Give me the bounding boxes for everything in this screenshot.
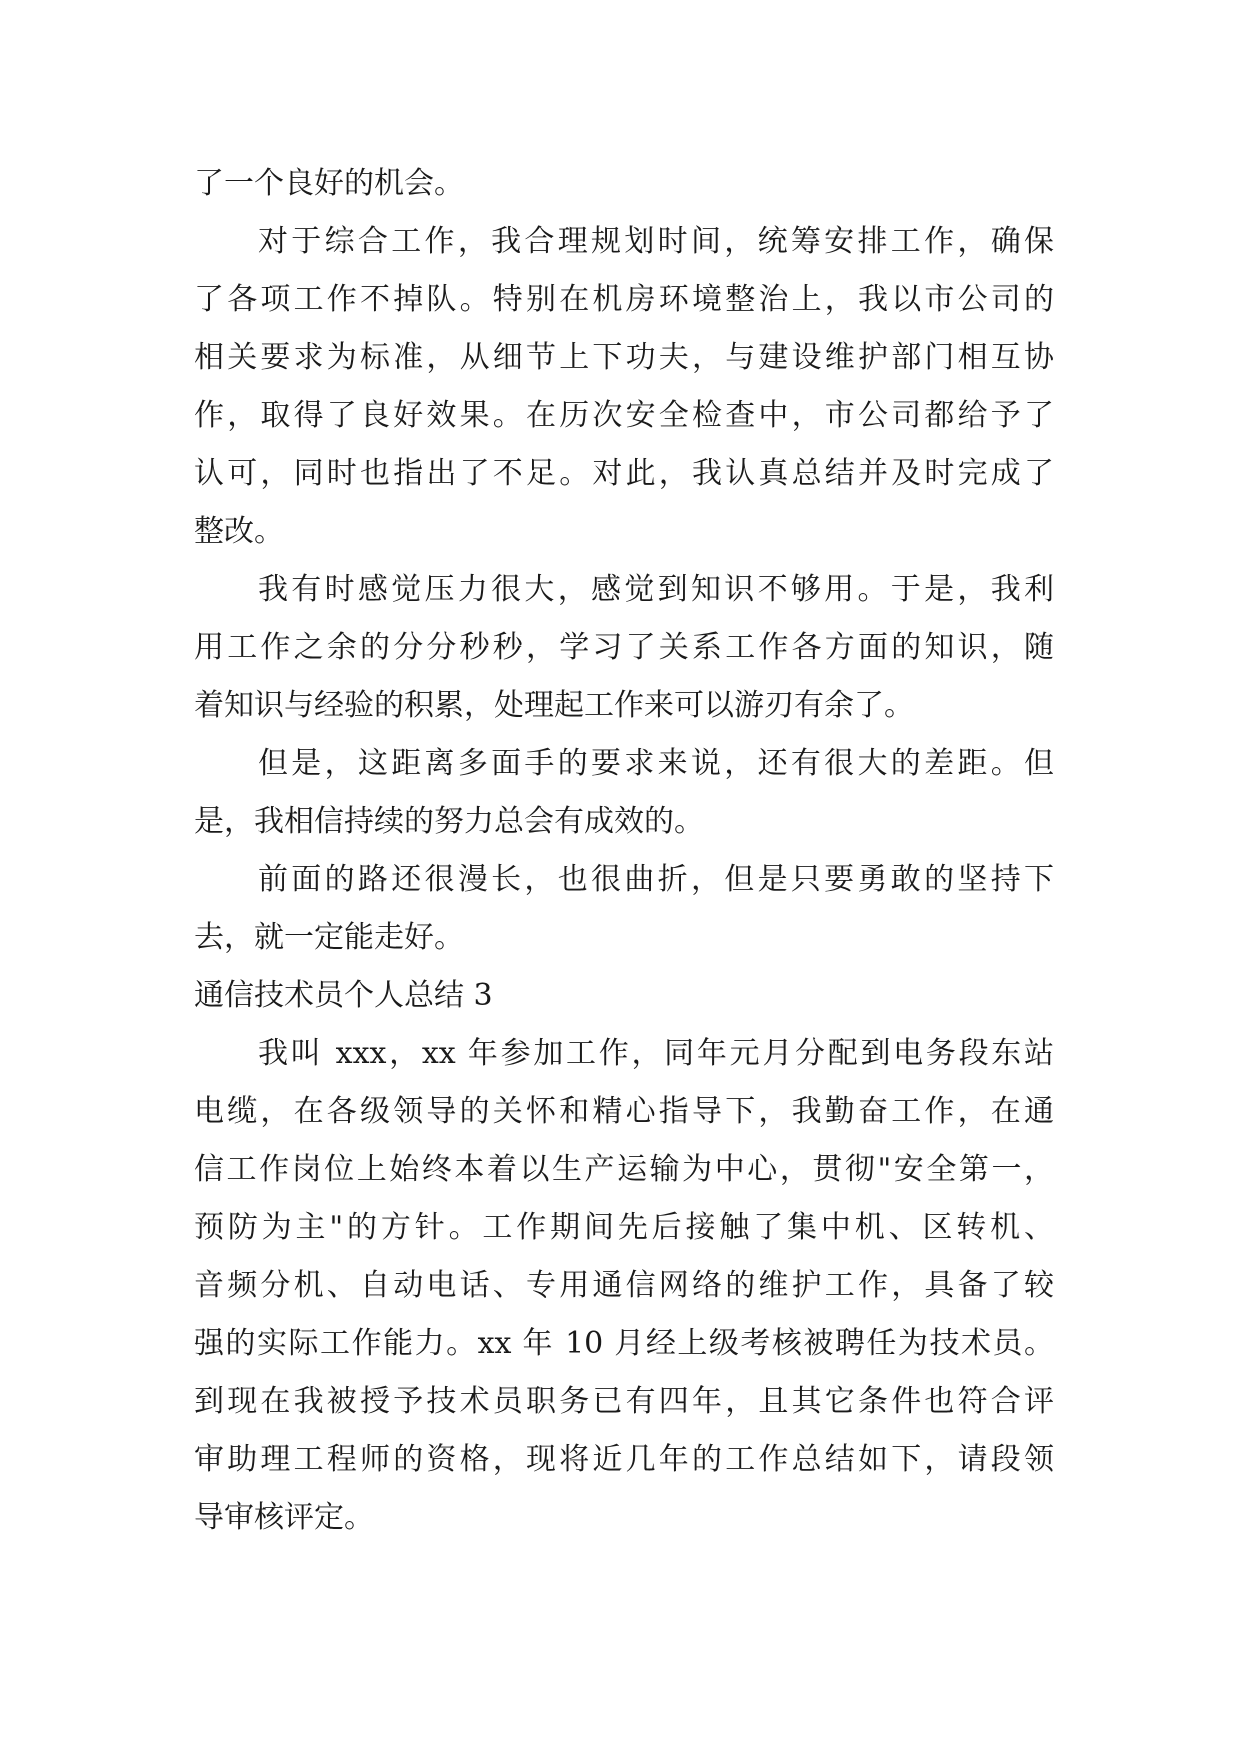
paragraph-start-line: 我有时感觉压力很大，感觉到知识不够用。于是，我利 <box>258 572 1054 607</box>
text-line: 审助理工程师的资格，现将近几年的工作总结如下，请段领 <box>194 1442 1054 1477</box>
text-line: 了一个良好的机会。 <box>194 166 464 201</box>
text-line: 着知识与经验的积累，处理起工作来可以游刃有余了。 <box>194 688 914 723</box>
text-line: 整改。 <box>194 514 284 549</box>
text-line: 导审核评定。 <box>194 1500 374 1535</box>
text-line: 电缆，在各级领导的关怀和精心指导下，我勤奋工作，在通 <box>194 1094 1054 1129</box>
text-line: 用工作之余的分分秒秒，学习了关系工作各方面的知识，随 <box>194 630 1054 665</box>
text-line: 去，就一定能走好。 <box>194 920 464 955</box>
text-line: 音频分机、自动电话、专用通信网络的维护工作，具备了较 <box>194 1268 1054 1303</box>
text-line: 强的实际工作能力。xx 年 10 月经上级考核被聘任为技术员。 <box>194 1326 1054 1361</box>
section-heading: 通信技术员个人总结 3 <box>194 978 493 1013</box>
paragraph-start-line: 对于综合工作，我合理规划时间，统筹安排工作，确保 <box>258 224 1054 259</box>
document-body <box>194 155 1054 1547</box>
paragraph-start-line: 前面的路还很漫长，也很曲折，但是只要勇敢的坚持下 <box>258 862 1054 897</box>
text-line: 相关要求为标准，从细节上下功夫，与建设维护部门相互协 <box>194 340 1054 375</box>
text-line: 作，取得了良好效果。在历次安全检查中，市公司都给予了 <box>194 398 1054 433</box>
text-line: 是，我相信持续的努力总会有成效的。 <box>194 804 704 839</box>
text-line: 信工作岗位上始终本着以生产运输为中心，贯彻"安全第一， <box>194 1152 1054 1187</box>
text-line: 认可，同时也指出了不足。对此，我认真总结并及时完成了 <box>194 456 1054 491</box>
text-line: 预防为主"的方针。工作期间先后接触了集中机、区转机、 <box>194 1210 1054 1245</box>
paragraph-start-line: 我叫 xxx，xx 年参加工作，同年元月分配到电务段东站 <box>258 1036 1054 1071</box>
paragraph-start-line: 但是，这距离多面手的要求来说，还有很大的差距。但 <box>258 746 1054 781</box>
text-line: 了各项工作不掉队。特别在机房环境整治上，我以市公司的 <box>194 282 1054 317</box>
text-line: 到现在我被授予技术员职务已有四年，且其它条件也符合评 <box>194 1384 1054 1419</box>
